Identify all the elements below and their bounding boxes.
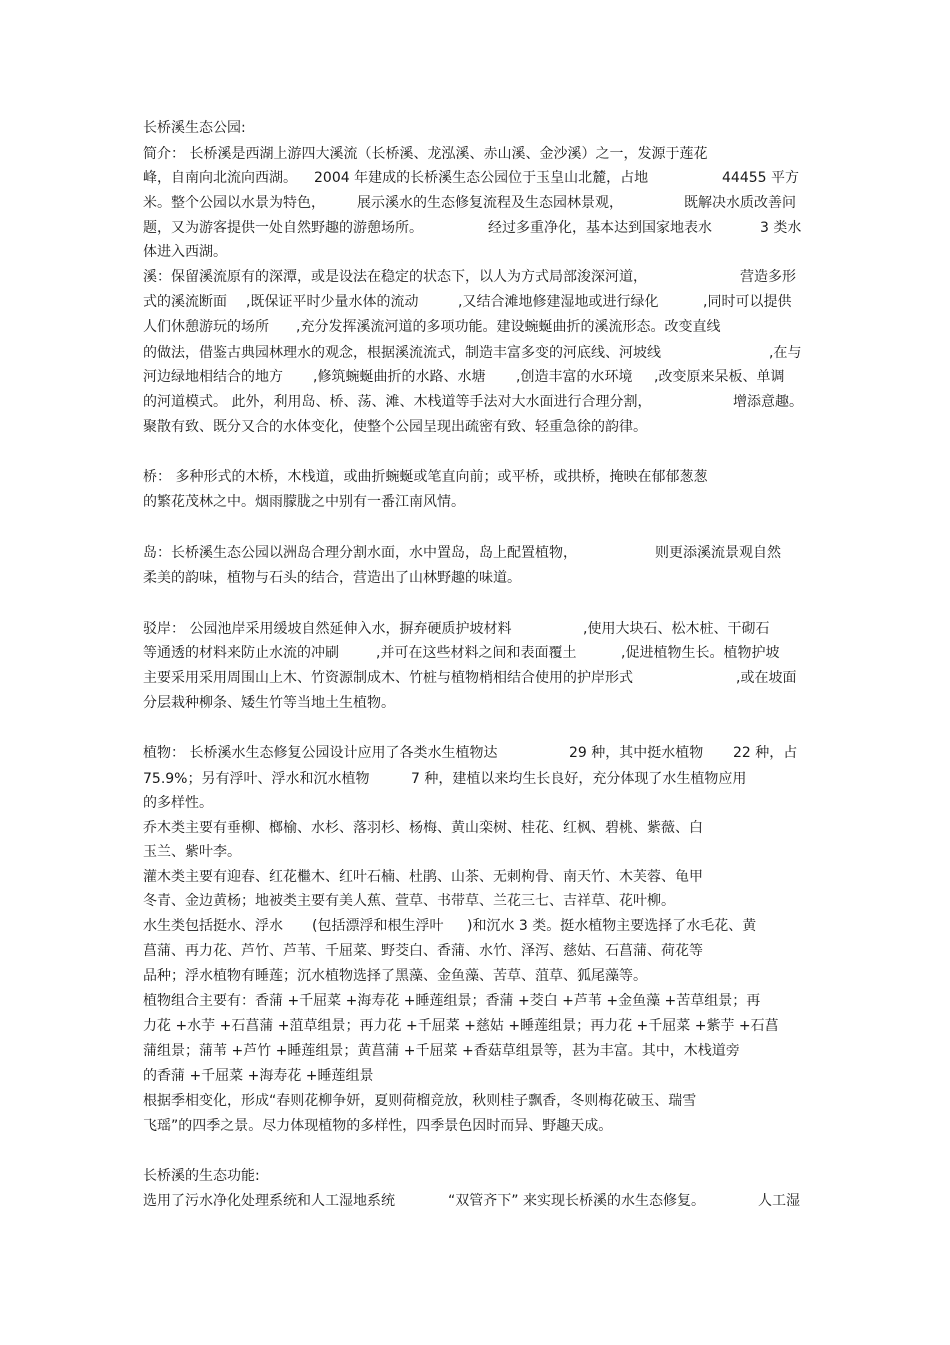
text-segment: 河边绿地相结合的地方: [143, 369, 283, 385]
text-segment: 冬青、金边黄杨；地被类主要有美人蕉、萱草、书带草、兰花三七、吉祥草、花叶柳。: [143, 893, 675, 909]
text-line: [143, 1018, 779, 1034]
text-segment: 灌木类主要有迎春、红花檵木、红叶石楠、杜鹃、山茶、无刺枸骨、南天竹、木芙蓉、龟甲: [143, 869, 703, 885]
text-line: [143, 269, 796, 285]
text-segment: 聚散有致、既分又合的水体变化，使整个公园呈现出疏密有致、轻重急徐的韵律。: [143, 419, 647, 435]
text-segment: ,促进植物生长。植物护坡: [621, 645, 780, 661]
text-segment: 柔美的韵味，植物与石头的结合，营造出了山林野趣的味道。: [143, 570, 521, 586]
text-segment: 长桥溪的生态功能:: [143, 1168, 260, 1184]
text-line: [143, 345, 802, 361]
text-segment: ,使用大块石、松木桩、干砌石: [583, 621, 770, 637]
text-line: [143, 1068, 374, 1084]
text-segment: 式的溪流断面: [143, 294, 227, 310]
text-line: [143, 844, 241, 860]
text-segment: 展示溪水的生态修复流程及生态园林景观，: [357, 195, 623, 211]
text-segment: 溪：保留溪流原有的深潭，或是设法在稳定的状态下，以人为方式局部浚深河道，: [143, 269, 647, 285]
text-line: [143, 419, 647, 435]
text-segment: 的繁花茂林之中。烟雨朦胧之中别有一番江南风情。: [143, 494, 465, 510]
text-segment: 7 种，建植以来均生长良好，充分体现了水生植物应用: [411, 771, 747, 787]
text-segment: 22 种，占: [733, 745, 798, 761]
text-line: [143, 1168, 260, 1184]
text-segment: 驳岸： 公园池岸采用缓坡自然延伸入水，摒弃硬质护坡材料: [143, 621, 512, 637]
text-segment: 主要采用采用周围山上木、竹资源制成木、竹桩与植物梢相结合使用的护岸形式: [143, 670, 633, 686]
text-line: [143, 918, 757, 934]
text-segment: ,修筑蜿蜒曲折的水路、水塘: [313, 369, 486, 385]
text-segment: 植物： 长桥溪水生态修复公园设计应用了各类水生植物达: [143, 745, 498, 761]
text-segment: 既解决水质改善问: [684, 195, 796, 211]
text-line: [143, 494, 465, 510]
text-segment: 力花 +水芋 +石菖蒲 +菹草组景；再力花 +千屈菜 +慈姑 +睡莲组景；再力花 +千屈菜 +紫芋 +石菖: [143, 1018, 779, 1034]
text-segment: 增添意趣。: [733, 394, 803, 410]
text-line: [143, 469, 707, 485]
text-segment: ,同时可以提供: [703, 294, 792, 310]
text-segment: 人们休憩游玩的场所: [143, 319, 269, 335]
text-segment: ,或在坡面: [736, 670, 797, 686]
text-line: [143, 869, 703, 885]
text-segment: 75.9%；另有浮叶、浮水和沉水植物: [143, 771, 370, 787]
text-segment: ,充分发挥溪流河道的多项功能。建设蜿蜒曲折的溪流形态。改变直线: [296, 319, 721, 335]
text-segment: )和沉水 3 类。挺水植物主要选择了水毛花、黄: [467, 918, 757, 934]
text-segment: 桥： 多种形式的木桥，木栈道，或曲折蜿蜒或笔直向前；或平桥，或拱桥，掩映在郁郁葱葱: [143, 469, 708, 485]
text-segment: 则更添溪流景观自然: [655, 545, 781, 561]
text-segment: 植物组合主要有：香蒲 +千屈菜 +海寿花 +睡莲组景；香蒲 +茭白 +芦苇 +金鱼藻 +苦草组景；再: [143, 993, 761, 1009]
text-line: [143, 195, 796, 211]
text-segment: 等通透的材料来防止水流的冲刷: [143, 645, 339, 661]
text-line: [143, 570, 521, 586]
text-segment: 根据季相变化，形成“春则花柳争妍，夏则荷榴竞放，秋则桂子飘香，冬则梅花破玉、瑞雪: [143, 1093, 697, 1109]
text-segment: ,并可在这些材料之间和表面覆土: [376, 645, 577, 661]
text-line: [143, 893, 675, 909]
text-segment: ,在与: [769, 345, 802, 361]
text-segment: 的多样性。: [143, 795, 213, 811]
text-segment: ,改变原来呆板、单调: [654, 369, 785, 385]
text-line: [143, 1118, 612, 1134]
text-segment: ,既保证平时少量水体的流动: [246, 294, 419, 310]
text-line: [143, 645, 780, 661]
text-line: [143, 745, 798, 761]
text-segment: 29 种，其中挺水植物: [569, 745, 704, 761]
text-line: [143, 795, 213, 811]
text-segment: 飞瑶”的四季之景。尽力体现植物的多样性，四季景色因时而异、野趣天成。: [143, 1118, 613, 1134]
text-segment: 体进入西湖。: [143, 244, 227, 260]
text-segment: 44455 平方: [722, 170, 799, 186]
text-line: [143, 319, 721, 335]
text-line: [143, 695, 395, 711]
text-segment: 水生类包括挺水、浮水: [143, 918, 283, 934]
text-line: [143, 670, 797, 686]
text-segment: 米。整个公园以水景为特色，: [143, 195, 325, 211]
text-segment: 菖蒲、再力花、芦竹、芦苇、千屈菜、野茭白、香蒲、水竹、泽泻、慈姑、石菖蒲、荷花等: [143, 943, 703, 959]
text-segment: “双管齐下” 来实现长桥溪的水生态修复。: [448, 1193, 705, 1209]
text-line: [143, 120, 246, 136]
text-line: [143, 369, 785, 385]
text-segment: 经过多重净化，基本达到国家地表水: [488, 220, 712, 236]
text-line: [143, 294, 792, 310]
text-line: [143, 968, 647, 984]
text-segment: 题，又为游客提供一处自然野趣的游憩场所。: [143, 220, 423, 236]
text-segment: ,创造丰富的水环境: [516, 369, 633, 385]
text-segment: 分层栽种柳条、矮生竹等当地土生植物。: [143, 695, 395, 711]
text-line: [143, 621, 770, 637]
text-line: [143, 220, 802, 236]
text-line: [143, 1043, 740, 1059]
text-segment: 品种；浮水植物有睡莲；沉水植物选择了黑藻、金鱼藻、苦草、菹草、狐尾藻等。: [143, 968, 647, 984]
text-segment: 玉兰、紫叶李。: [143, 844, 241, 860]
text-segment: (包括漂浮和根生浮叶: [312, 918, 444, 934]
text-segment: 选用了污水净化处理系统和人工湿地系统: [143, 1193, 395, 1209]
text-segment: 的河道模式。 此外，利用岛、桥、荡、滩、木栈道等手法对大水面进行合理分割，: [143, 394, 652, 410]
text-line: [143, 170, 799, 186]
text-line: [143, 394, 803, 410]
text-line: [143, 1193, 800, 1209]
text-line: [143, 1093, 696, 1109]
text-segment: 2004 年建成的长桥溪生态公园位于玉皇山北麓，占地: [314, 170, 649, 186]
text-segment: 人工湿: [758, 1193, 800, 1209]
text-segment: 峰，自南向北流向西湖。: [143, 170, 297, 186]
text-segment: 营造多形: [740, 269, 796, 285]
text-line: [143, 943, 703, 959]
text-segment: 长桥溪生态公园:: [143, 120, 246, 136]
text-line: [143, 545, 781, 561]
text-line: [143, 146, 707, 162]
text-segment: 蒲组景；蒲苇 +芦竹 +睡莲组景；黄菖蒲 +千屈菜 +香菇草组景等，甚为丰富。其中，木栈道旁: [143, 1043, 740, 1059]
text-line: [143, 771, 747, 787]
text-segment: 简介： 长桥溪是西湖上游四大溪流（长桥溪、龙泓溪、赤山溪、金沙溪）之一，发源于莲花: [143, 146, 708, 162]
text-segment: ,又结合滩地修建湿地或进行绿化: [458, 294, 659, 310]
text-line: [143, 993, 760, 1009]
text-line: [143, 244, 227, 260]
text-segment: 乔木类主要有垂柳、榔榆、水杉、落羽杉、杨梅、黄山栾树、桂花、红枫、碧桃、紫薇、白: [143, 820, 703, 836]
text-line: [143, 820, 703, 836]
text-segment: 的做法，借鉴古典园林理水的观念，根据溪流流式，制造丰富多变的河底线、河坡线: [143, 345, 661, 361]
text-segment: 3 类水: [760, 220, 802, 236]
text-segment: 的香蒲 +千屈菜 +海寿花 +睡莲组景: [143, 1068, 374, 1084]
text-segment: 岛：长桥溪生态公园以洲岛合理分割水面，水中置岛，岛上配置植物，: [143, 545, 577, 561]
